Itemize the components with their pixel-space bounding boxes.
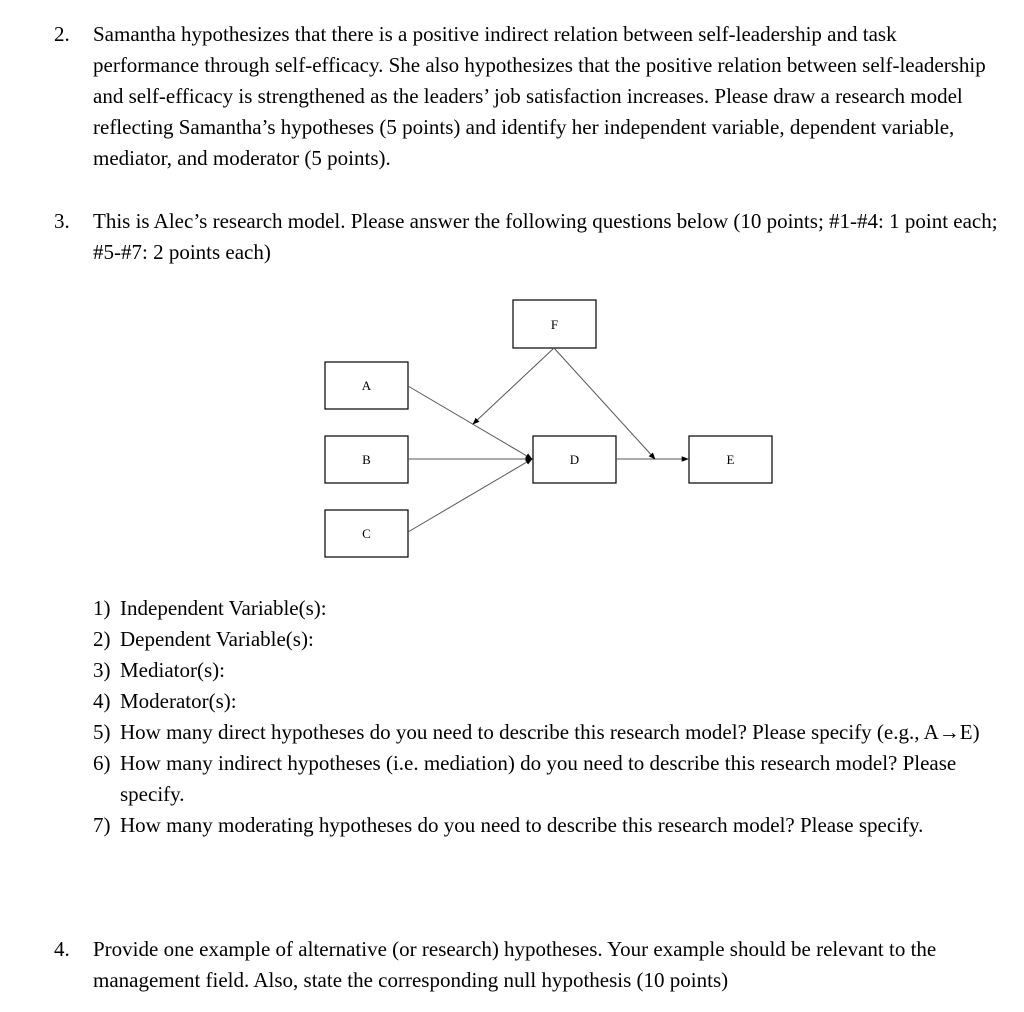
node-f-label: F [550,317,559,332]
node-b [325,436,408,483]
subquestion-1-number: 1) [93,596,111,620]
subquestion-list [93,593,1003,841]
subquestion-7 [93,810,1003,841]
subquestion-2-number: 2) [93,627,111,651]
node-f [513,300,596,348]
subquestion-3-text: Mediator(s): [120,658,225,682]
question-4-text: Provide one example of alternative (or research) hypotheses. Your example should be relevant to the management field. Also, state the corresponding null hypothesis (10 points) [93,937,937,992]
subquestion-3 [93,655,1003,686]
node-a [325,362,408,409]
subquestion-4-number: 4) [93,689,111,713]
subquestion-6-text: How many indirect hypotheses (i.e. mediation) do you need to describe this research model? Please specify. [120,751,957,806]
node-d-label: D [569,452,580,467]
question-3-text: This is Alec’s research model. Please answer the following questions below (10 points; #1-#4: 1 point each; #5-#7: 2 points each) [93,209,998,264]
question-4-number: 4. [54,937,70,961]
question-2-number: 2. [54,22,70,46]
subquestion-4 [93,686,1003,717]
arrow-f-to-a-d-path [473,348,554,424]
node-c [325,510,408,557]
arrow-a-to-d [408,386,532,459]
question-3-number: 3. [54,209,70,233]
subquestion-5-text: How many direct hypotheses do you need to describe this research model? Please specify (e.g., A→E) [120,720,980,744]
subquestion-7-text: How many moderating hypotheses do you need to describe this research model? Please specify. [120,813,924,837]
node-e [689,436,772,483]
subquestion-2-text: Dependent Variable(s): [120,627,314,651]
subquestion-6 [93,748,1003,810]
subquestion-2 [93,624,1003,655]
subquestion-1-text: Independent Variable(s): [120,596,327,620]
question-4 [0,934,1024,998]
subquestion-6-number: 6) [93,751,111,775]
subquestion-5-number: 5) [93,720,111,744]
subquestion-4-text: Moderator(s): [120,689,237,713]
node-c-label: C [362,526,371,541]
arrow-c-to-d [408,459,532,532]
subquestion-1 [93,593,1003,624]
node-a-label: A [361,378,372,393]
subquestion-3-number: 3) [93,658,111,682]
node-b-label: B [362,452,371,467]
node-d [533,436,616,483]
question-2-text: Samantha hypothesizes that there is a positive indirect relation between self-leadership and task performance through self-efficacy. She also hypothesizes that the positive relation between self-leadership and self-efficacy is strengthened as the leaders’ job satisfaction increases. Please draw a research model reflecting Samantha’s hypotheses (5 points) and identify her independent variable, dependent variable, mediator, and moderator (5 points). [93,22,986,170]
node-e-label: E [726,452,735,467]
subquestion-7-number: 7) [93,813,111,837]
subquestion-5 [93,717,1003,748]
